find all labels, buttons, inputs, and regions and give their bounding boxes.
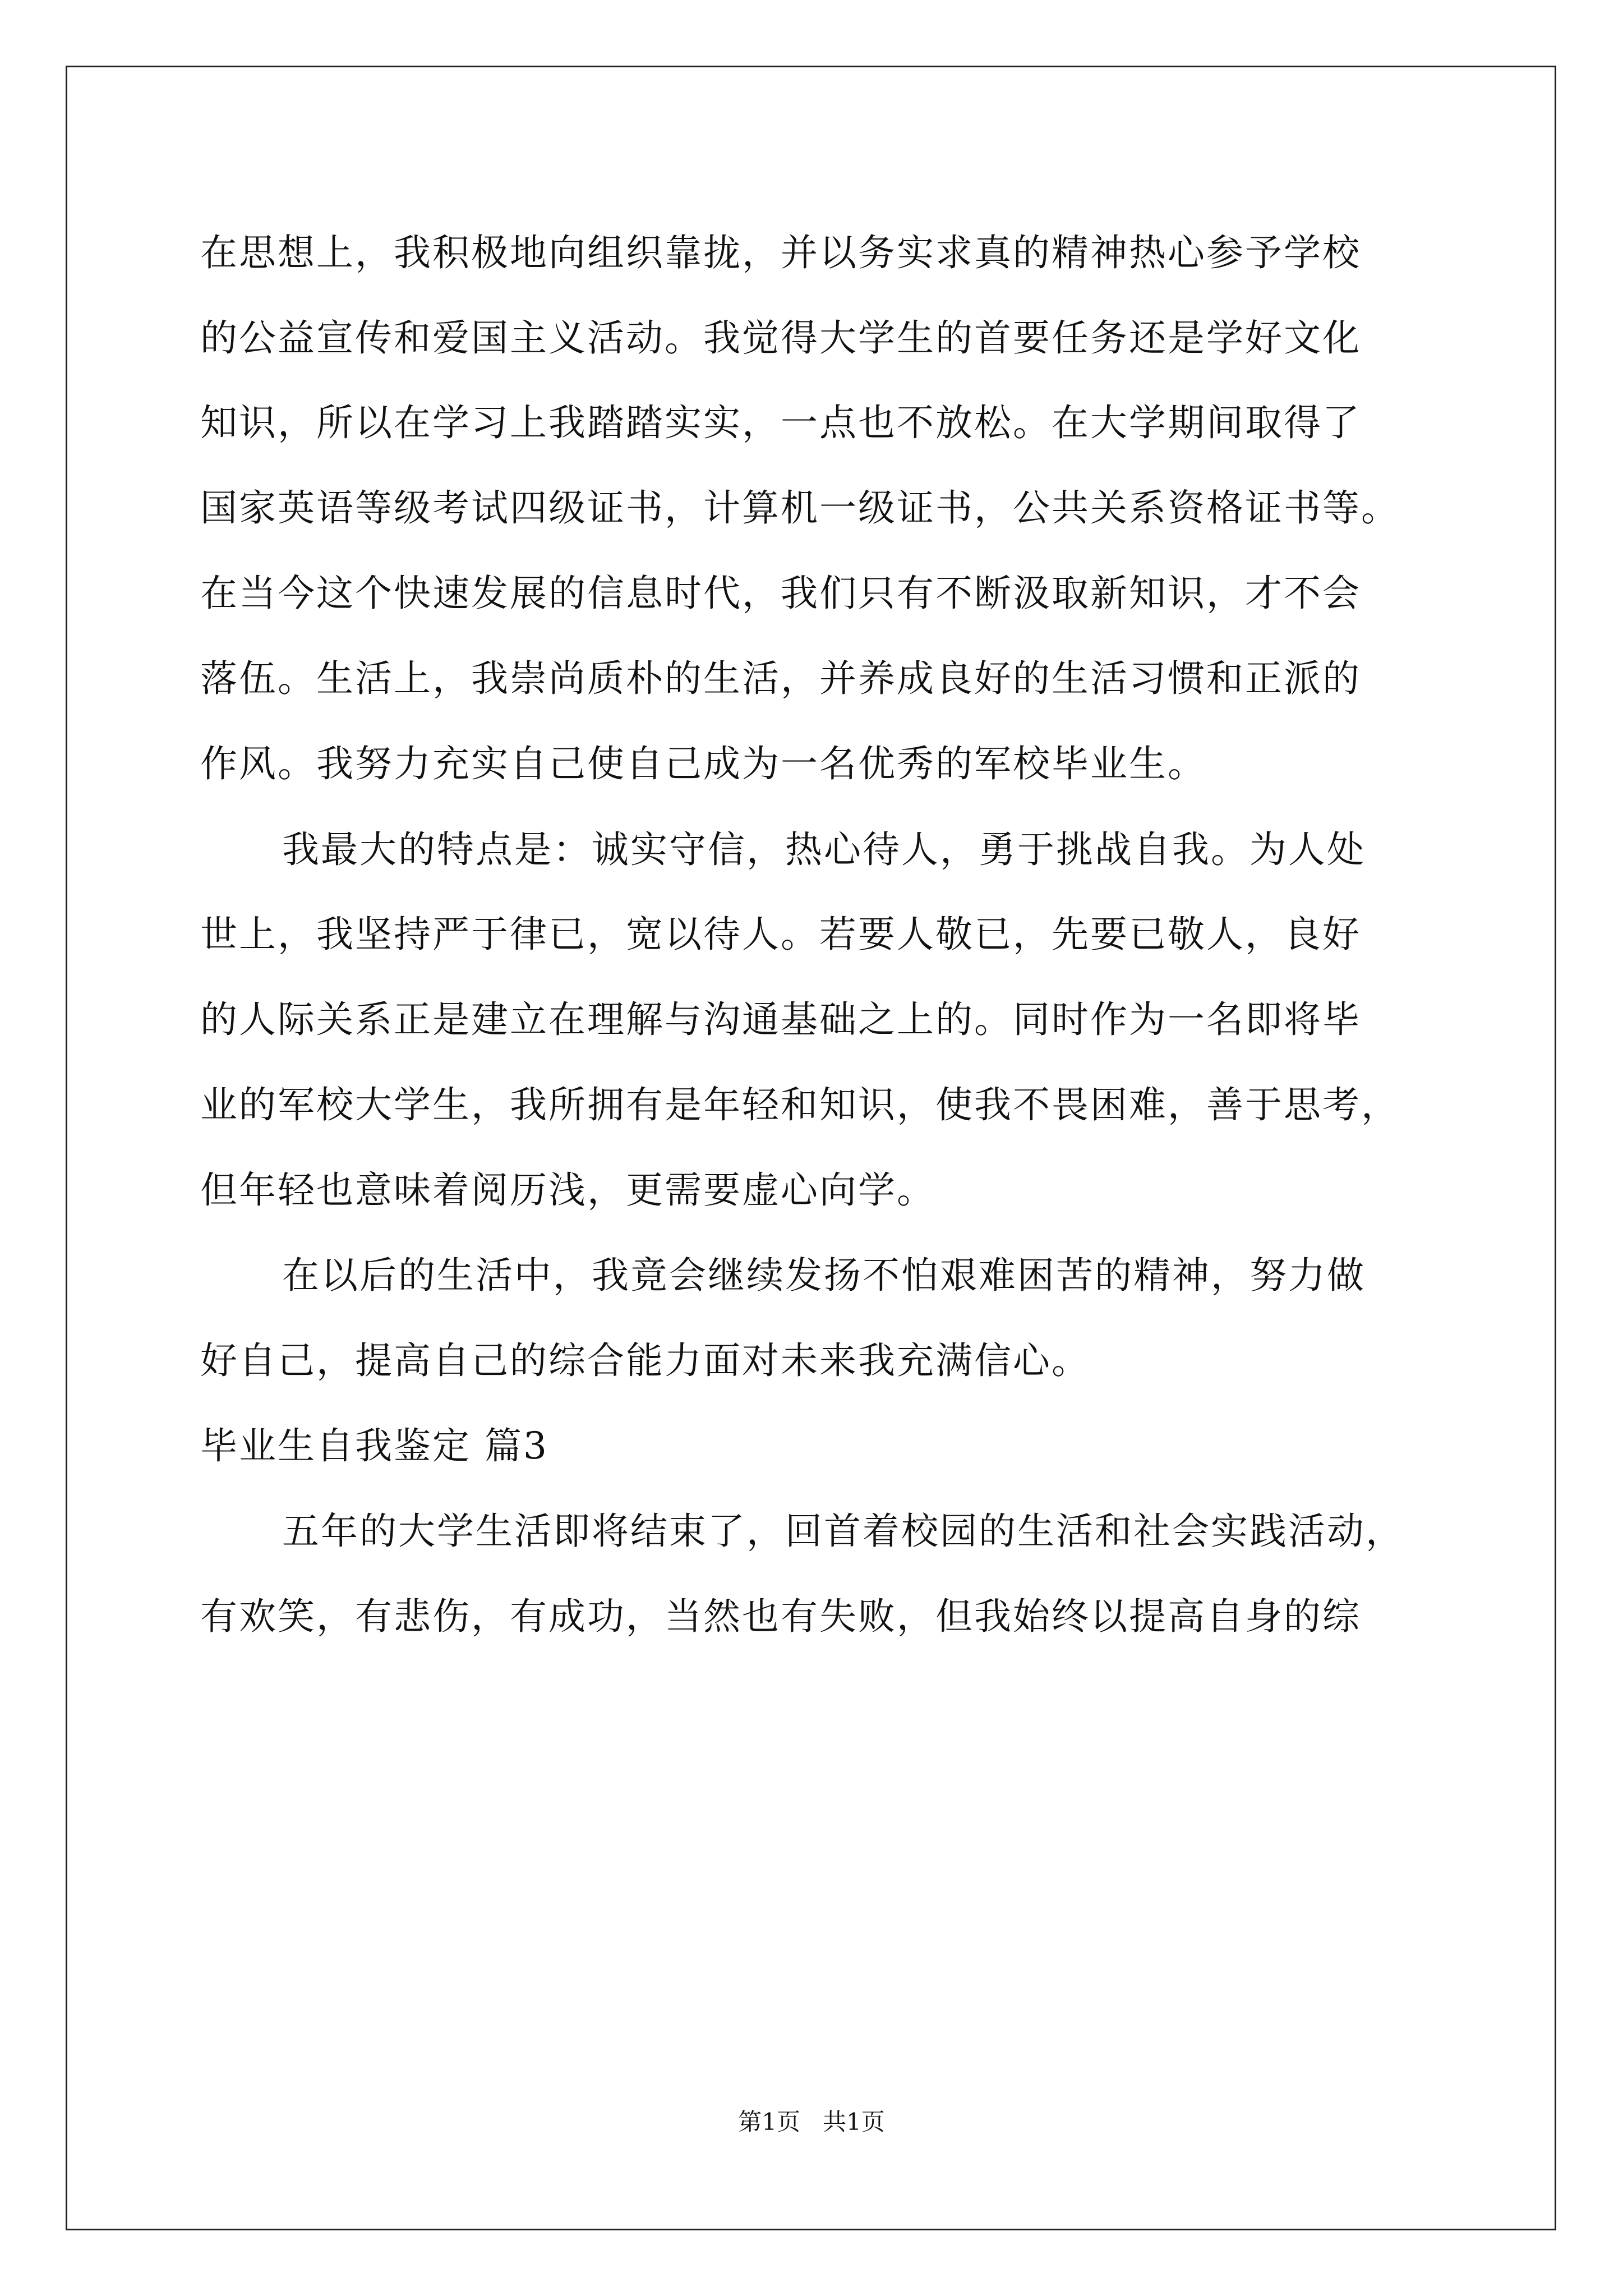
- text-line: 的公益宣传和爱国主义活动。我觉得大学生的首要任务还是学好文化: [200, 316, 1361, 360]
- text-line: 业的军校大学生，我所拥有是年轻和知识，使我不畏困难，善于思考，: [200, 1083, 1400, 1126]
- text-line: 有欢笑，有悲伤，有成功，当然也有失败，但我始终以提高自身的综: [200, 1595, 1361, 1638]
- text-line: 在当今这个快速发展的信息时代，我们只有不断汲取新知识，才不会: [200, 572, 1361, 615]
- text-line: 作风。我努力充实自己使自己成为一名优秀的军校毕业生。: [200, 742, 1206, 785]
- text-line: 的人际关系正是建立在理解与沟通基础之上的。同时作为一名即将毕: [200, 998, 1361, 1041]
- page-border: [66, 66, 1556, 2230]
- paragraph-first-line: 我最大的特点是：诚实守信，热心待人，勇于挑战自我。为人处: [282, 828, 1366, 871]
- text-line: 但年轻也意味着阅历浅，更需要虚心向学。: [200, 1168, 935, 1212]
- text-line: 在思想上，我积极地向组织靠拢，并以务实求真的精神热心参予学校: [200, 231, 1361, 274]
- text-line: 落伍。生活上，我崇尚质朴的生活，并养成良好的生活习惯和正派的: [200, 657, 1361, 700]
- paragraph-first-line: 在以后的生活中，我竟会继续发扬不怕艰难困苦的精神，努力做: [282, 1254, 1366, 1297]
- section-heading: 毕业生自我鉴定 篇3: [200, 1424, 548, 1467]
- text-line: 知识，所以在学习上我踏踏实实，一点也不放松。在大学期间取得了: [200, 401, 1361, 444]
- paragraph-first-line: 五年的大学生活即将结束了，回首着校园的生活和社会实践活动，: [282, 1510, 1404, 1553]
- page-footer: 第1页 共1页: [738, 2108, 885, 2136]
- text-line: 好自己，提高自己的综合能力面对未来我充满信心。: [200, 1339, 1090, 1382]
- text-line: 国家英语等级考试四级证书，计算机一级证书，公共关系资格证书等。: [200, 486, 1400, 530]
- text-line: 世上，我坚持严于律已，宽以待人。若要人敬已，先要已敬人，良好: [200, 913, 1361, 956]
